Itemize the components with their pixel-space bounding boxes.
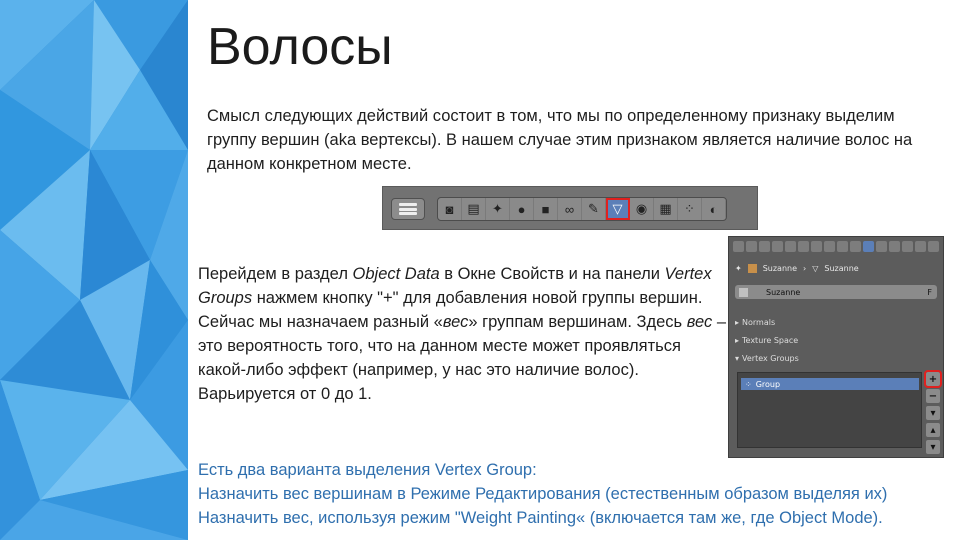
camera-icon: ◙ — [445, 201, 454, 217]
panel-tab[interactable] — [850, 241, 861, 252]
list-item[interactable] — [741, 378, 919, 390]
material-tab[interactable] — [630, 198, 654, 220]
layers-tab[interactable] — [462, 198, 486, 220]
particles-icon: ⁘ — [684, 201, 695, 216]
object-data-icon: ▽ — [612, 201, 623, 216]
mesh-name-value: Suzanne — [766, 287, 801, 297]
constraint-tab[interactable] — [558, 198, 582, 220]
move-down-button[interactable]: ▾ — [926, 440, 940, 454]
physics-icon: ◐ — [709, 201, 718, 217]
modifier-tab[interactable] — [582, 198, 606, 220]
mesh-name-field[interactable] — [735, 285, 937, 299]
list-side-buttons — [926, 372, 940, 457]
editor-type-button[interactable] — [391, 198, 425, 220]
notes-line-3: Назначить вес, используя режим "Weight Painting« (включается там же, где Object Mode). — [198, 509, 883, 527]
properties-header-strip — [382, 186, 758, 230]
object-icon: ■ — [541, 201, 550, 217]
vertex-groups-panel — [728, 236, 944, 458]
texture-icon: ▦ — [659, 201, 672, 216]
decorative-triangle-panel — [0, 0, 188, 540]
layers-icon: ▤ — [467, 201, 480, 216]
breadcrumb-object: Suzanne — [762, 264, 798, 273]
texture-tab[interactable] — [654, 198, 678, 220]
intro-paragraph: Смысл следующих действий состоит в том, что мы по определенному признаку выделим группу вершин (aka вертексы). В нашем случае этим признаком является наличие волос на данном конкретном месте. — [207, 107, 913, 173]
section-texture-space[interactable]: ▸ Texture Space — [735, 333, 939, 347]
panel-tab[interactable] — [902, 241, 913, 252]
p2-italic-weight-1: вес — [442, 313, 469, 331]
section-normals[interactable]: ▸ Normals — [735, 315, 939, 329]
scene-icon: ✦ — [492, 201, 503, 216]
physics-tab[interactable] — [702, 198, 726, 220]
panel-tab[interactable] — [837, 241, 848, 252]
modifier-icon: ✎ — [588, 201, 599, 216]
panel-tab[interactable] — [928, 241, 939, 252]
panel-tab[interactable] — [733, 241, 744, 252]
panel-tab-row — [733, 241, 941, 255]
section-vertex-groups[interactable]: ▾ Vertex Groups — [735, 351, 939, 365]
panel-tab[interactable] — [889, 241, 900, 252]
object-icon — [748, 264, 757, 273]
mesh-icon: ▽ — [812, 264, 819, 273]
notes-line-1: Есть два варианта выделения Vertex Group: — [198, 461, 537, 479]
breadcrumb-mesh: Suzanne — [824, 264, 859, 273]
panel-tab[interactable] — [876, 241, 887, 252]
vertex-group-list — [737, 372, 922, 448]
instructions-paragraph — [198, 262, 728, 406]
object-tab[interactable] — [534, 198, 558, 220]
world-tab[interactable] — [510, 198, 534, 220]
slide-title: Волосы — [207, 18, 393, 76]
object-data-tab[interactable] — [606, 198, 630, 220]
menu-icon — [399, 203, 417, 215]
specials-menu-button[interactable]: ▾ — [926, 406, 940, 420]
p2-text-5: – это вероятность того, что на данном месте может проявляться какой-либо эффект (например, у нас это наличие волос). Варьируется от 0 до 1. — [198, 313, 727, 403]
p2-text-1: Перейдем в раздел — [198, 265, 353, 283]
mesh-datablock-icon — [739, 288, 748, 297]
panel-tab[interactable] — [798, 241, 809, 252]
particles-tab[interactable] — [678, 198, 702, 220]
chevron-right-icon: › — [803, 264, 807, 273]
p2-italic-weight-2: вес — [686, 313, 713, 331]
constraint-icon: ∞ — [564, 201, 575, 217]
move-up-button[interactable]: ▴ — [926, 423, 940, 437]
world-icon: ● — [517, 201, 526, 217]
notes-paragraph — [198, 458, 958, 530]
panel-tab[interactable] — [785, 241, 796, 252]
p2-text-3: нажмем кнопку "+" для добавления новой группы вершин. Сейчас мы назначаем разный « — [198, 289, 703, 331]
panel-tab[interactable] — [772, 241, 783, 252]
add-vertex-group-button[interactable]: + — [926, 372, 940, 386]
vertex-group-icon: ⁘ — [745, 379, 752, 389]
remove-vertex-group-button[interactable]: − — [926, 389, 940, 403]
notes-line-2: Назначить вес вершинам в Режиме Редактирования (естественным образом выделяя их) — [198, 485, 888, 503]
pin-icon[interactable]: ✦ — [735, 264, 742, 273]
panel-tab[interactable] — [746, 241, 757, 252]
properties-context-tabs — [437, 197, 727, 221]
breadcrumb — [735, 264, 859, 273]
p2-text-2: в Окне Свойств и на панели — [439, 265, 665, 283]
p2-italic-object-data: Object Data — [352, 265, 440, 283]
vertex-group-name: Group — [755, 379, 781, 389]
scene-tab[interactable] — [486, 198, 510, 220]
panel-tab[interactable] — [915, 241, 926, 252]
material-icon: ◉ — [635, 201, 648, 216]
fake-user-toggle[interactable]: F — [927, 287, 932, 297]
panel-tab[interactable] — [811, 241, 822, 252]
panel-tab-object-data[interactable] — [863, 241, 874, 252]
panel-tab[interactable] — [824, 241, 835, 252]
panel-tab[interactable] — [759, 241, 770, 252]
camera-tab[interactable] — [438, 198, 462, 220]
p2-italic-vertex-groups: Vertex Groups — [198, 265, 712, 307]
p2-text-4: » группам вершинам. Здесь — [468, 313, 687, 331]
